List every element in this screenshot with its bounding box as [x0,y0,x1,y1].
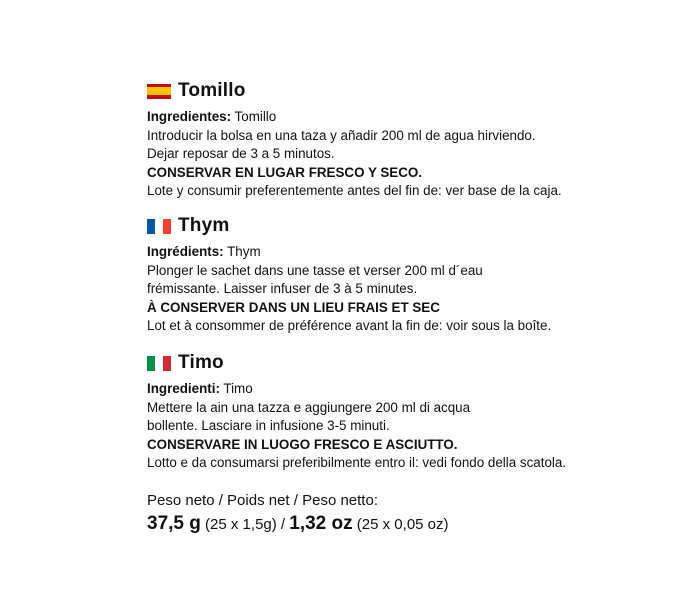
product-name: Thym [178,215,230,236]
ingredients-label: Ingredienti: [147,381,220,396]
section-heading [147,351,667,375]
instruction-line: bollente. Lasciare in infusione 3-5 minuti. [147,418,390,433]
instruction-line: Mettere la ain una tazza e aggiungere 200 ml di acqua [147,399,471,415]
instruction-line: Dejar reposar de 3 a 5 minutos. [147,146,335,161]
net-weight-values [147,511,667,538]
ingredients-line [147,380,667,399]
ingredients-value: Tomillo [231,109,277,124]
italy-flag-icon [147,356,171,371]
section-heading [147,79,667,103]
section-italian [147,351,667,473]
net-weight-ounces-detail: (25 x 0,05 oz) [352,516,449,533]
france-flag-icon [147,219,171,234]
spain-flag-icon [147,84,171,99]
net-weight-grams: 37,5 g [147,513,201,534]
ingredients-label: Ingredientes: [147,109,232,124]
product-name: Tomillo [178,80,246,101]
storage-instruction: CONSERVARE IN LUOGO FRESCO E ASCIUTTO. [147,436,458,452]
net-weight-grams-detail: (25 x 1,5g) / [200,516,290,533]
net-weight [147,491,667,538]
lot-info: Lote y consumir preferentemente antes del fin de: ver base de la caja. [147,183,562,198]
lot-info: Lot et à consommer de préférence avant la fin de: voir sous la boîte. [147,318,552,333]
ingredients-label: Ingrédients: [147,244,224,259]
product-name: Timo [178,352,224,373]
net-weight-ounces: 1,32 oz [289,513,353,534]
ingredients-line [147,108,667,127]
storage-instruction: CONSERVAR EN LUGAR FRESCO Y SECO. [147,164,423,180]
instruction-line: Plonger le sachet dans une tasse et verser 200 ml d´eau [147,262,483,278]
lot-info: Lotto e da consumarsi preferibilmente entro il: vedi fondo della scatola. [147,455,567,470]
section-heading [147,214,667,238]
ingredients-value: Thym [223,244,261,259]
instruction-line: frémissante. Laisser infuser de 3 à 5 minutes. [147,281,418,296]
ingredients-value: Timo [219,381,253,396]
ingredients-line [147,243,667,262]
storage-instruction: À CONSERVER DANS UN LIEU FRAIS ET SEC [147,299,440,315]
instruction-line: Introducir la bolsa en una taza y añadir 200 ml de agua hirviendo. [147,127,536,143]
net-weight-label: Peso neto / Poids net / Peso netto: [147,492,378,509]
section-french [147,214,667,336]
section-spanish [147,79,667,201]
